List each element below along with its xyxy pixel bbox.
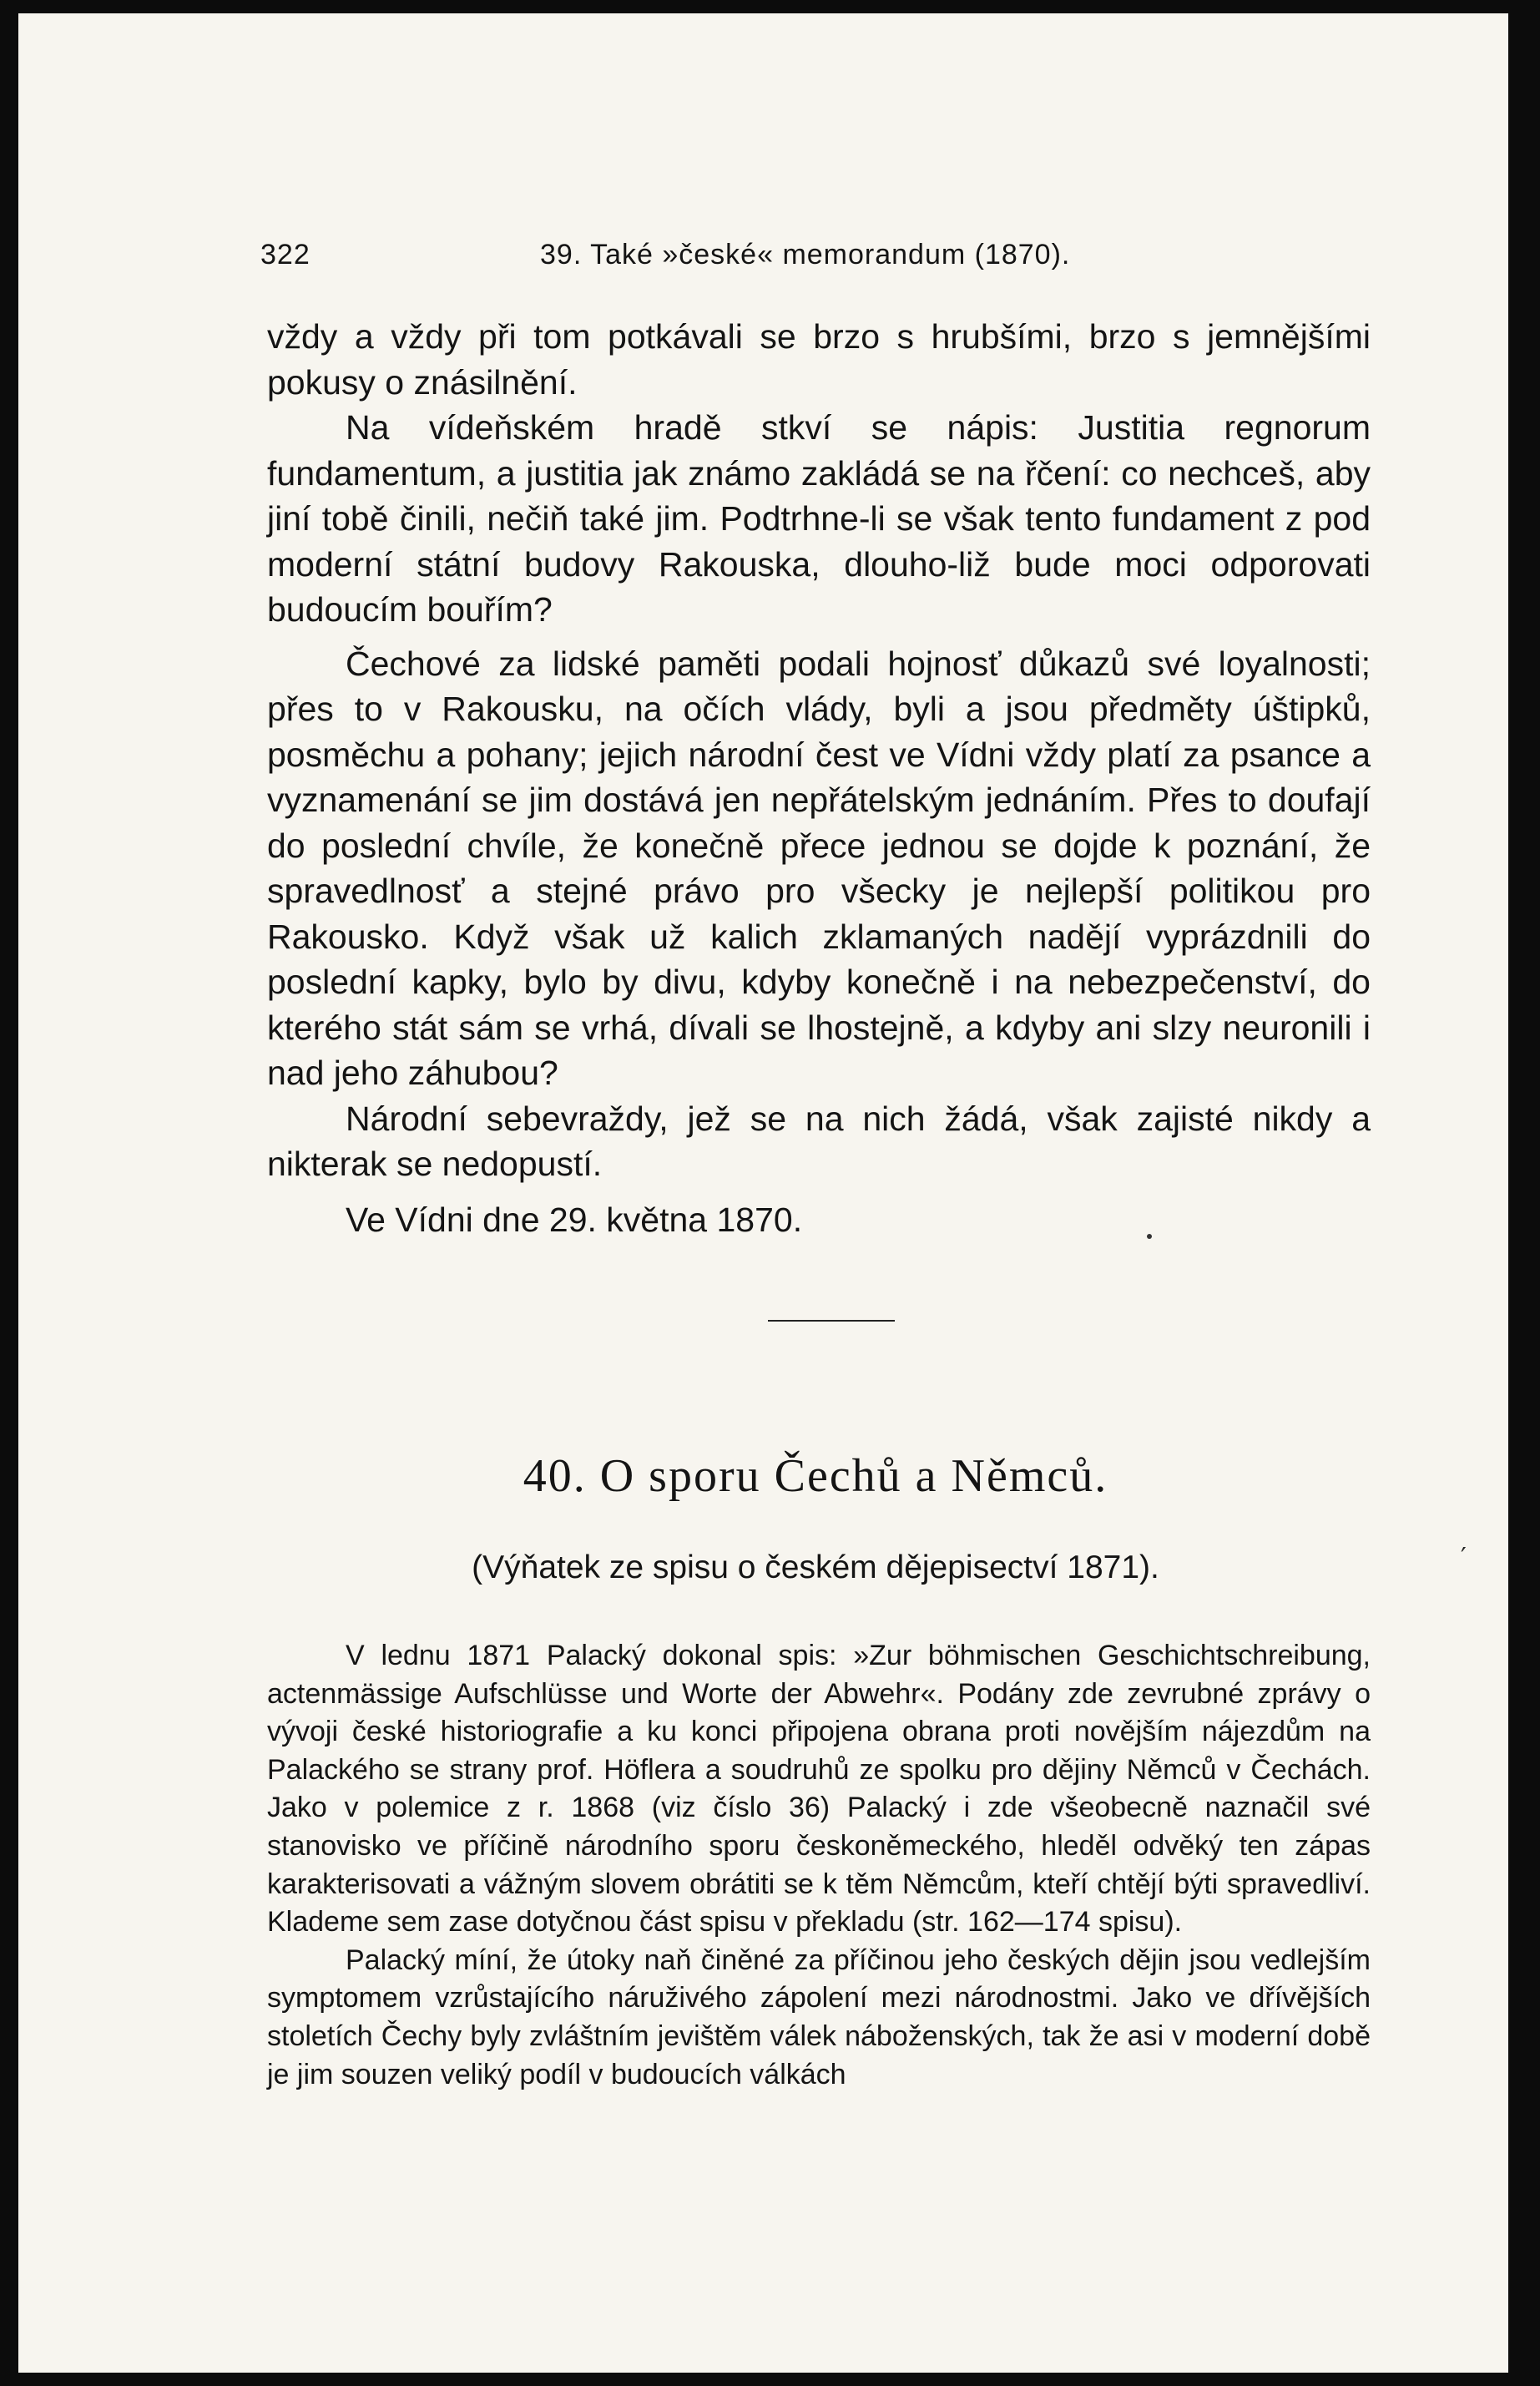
paragraph: Na vídeňském hradě stkví se nápis: Justitia regnorum fundamentum, a justitia jak známo zakládá se na řčení: co nechceš, aby jiní tobě činili, nečiň také jim. Podtrhne-li se však tento fundament z pod moderní státní budovy Rakouska, dlouho-liž bude moci odporovati budoucím bouřím?	[267, 408, 1371, 629]
paragraph: V lednu 1871 Palacký dokonal spis: »Zur böhmischen Geschichtschreibung, actenmässige Aufschlüsse und Worte der Abwehr«. Podány zde zevrubné zprávy o vývoji české historiografie a ku konci připojena obrana proti novějším nájezdům na Palackého se strany prof. Höflera a soudruhů ze spolku pro dějiny Němců v Čechách. Jako v polemice z r. 1868 (viz číslo 36) Palacký i zde všeobecně naznačil své stanovisko ve příčině národního sporu českoněmeckého, hleděl odvěký ten zápas karakterisovati a vážným slovem obrátiti se k těm Němcům, kteří chtějí býti spravedliví. Klademe sem zase dotyčnou část spisu v překladu (str. 162—174 spisu).	[267, 1640, 1371, 1939]
section-title: 40. O sporu Čechů a Němců.	[523, 1450, 1108, 1502]
page-content	[18, 13, 1508, 2373]
paragraph: Národní sebevraždy, jež se na nich žádá, však zajisté nikdy a nikterak se nedopustí.	[267, 1099, 1371, 1183]
book-page	[18, 13, 1508, 2373]
paragraph: vždy a vždy při tom potkávali se brzo s hrubšími, brzo s jemnějšími pokusy o znásilnění.	[267, 317, 1371, 402]
paragraph: Čechové za lidské paměti podali hojnosť důkazů své loyalnosti; přes to v Rakousku, na očích vlády, byli a jsou předměty úštipků, posměchu a pohany; jejich národní čest ve Vídni vždy platí za psance a vyznamenání se jim dostává jen nepřátelským jednáním. Přes to doufají do poslední chvíle, že konečně přece jednou se dojde k poznání, že spravedlnosť a stejné právo pro všecky je nejlepší politikou pro Rakousko. Když však už kalich zklamaných nadějí vyprázdnili do poslední kapky, bylo by divu, kdyby konečně i na nebezpečenství, do kterého stát sám se vrhá, dívali se lhostejně, a kdyby ani slzy neuronili i nad jeho záhubou?	[267, 644, 1371, 1092]
stray-dot	[1147, 1234, 1152, 1239]
section-39-body	[267, 314, 1371, 1242]
page-number: 322	[260, 239, 311, 270]
running-title: 39. Také »české« memorandum (1870).	[540, 239, 1071, 270]
date-line: Ve Vídni dne 29. května 1870.	[346, 1200, 803, 1239]
paragraph: Palacký míní, že útoky naň činěné za příčinou jeho českých dějin jsou vedlejším symptomem vzrůstajícího náruživého zápolení mezi národnostmi. Jako ve dřívějších stoletích Čechy byly zvláštním jevištěm válek náboženských, tak že asi v moderní době je jim souzen veliký podíl v budoucích válkách	[267, 1944, 1371, 2090]
margin-tick: ′	[1461, 1543, 1467, 1572]
section-subtitle: (Výňatek ze spisu o českém dějepisectví 1871).	[472, 1549, 1159, 1585]
section-40-body	[267, 1637, 1371, 2094]
section-divider	[768, 1320, 895, 1322]
